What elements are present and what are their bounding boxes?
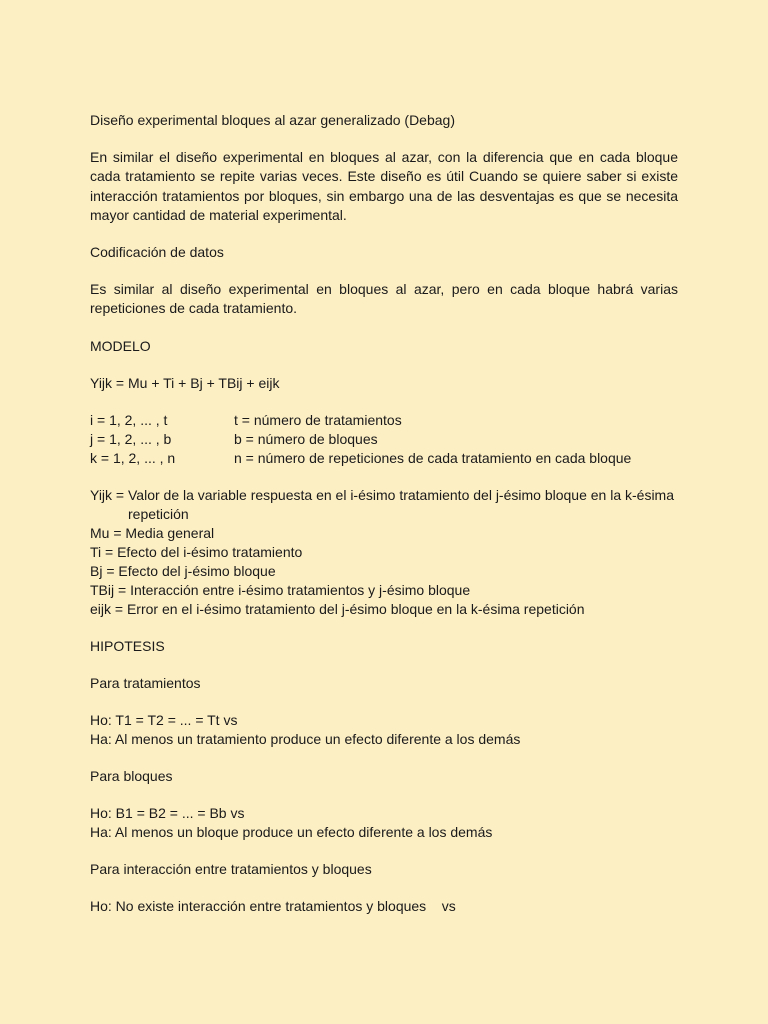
- definition-eijk: eijk = Error en el i-ésimo tratamiento del j-ésimo bloque en la k-ésima repetición: [90, 600, 585, 617]
- index-row: [90, 449, 678, 468]
- index-meaning: b = número de bloques: [234, 430, 378, 447]
- index-meaning: n = número de repeticiones de cada tratamiento en cada bloque: [234, 449, 632, 466]
- treatments-heading: Para tratamientos: [90, 674, 201, 691]
- blocks-alt-hypothesis: Ha: Al menos un bloque produce un efecto diferente a los demás: [90, 823, 493, 840]
- treatments-null-hypothesis: Ho: T1 = T2 = ... = Tt vs: [90, 711, 238, 728]
- intro-paragraph: En similar el diseño experimental en bloques al azar, con la diferencia que en cada bloque cada tratamiento se repite varias veces. Este diseño es útil Cuando se quiere saber si existe interacción tratamientos por bloques, sin embargo una de las desventajas es que se necesita mayor cantidad de material experimental.: [90, 149, 678, 223]
- index-list: [90, 411, 678, 468]
- interaction-null-hypothesis: Ho: No existe interacción entre tratamientos y bloques vs: [90, 897, 456, 914]
- definition-bj: Bj = Efecto del j-ésimo bloque: [90, 562, 276, 579]
- definition-ti: Ti = Efecto del i-ésimo tratamiento: [90, 543, 303, 560]
- model-equation: Yijk = Mu + Ti + Bj + TBij + eijk: [90, 374, 280, 391]
- index-row: [90, 411, 678, 430]
- index-meaning: t = número de tratamientos: [234, 411, 402, 428]
- index-row: [90, 430, 678, 449]
- definition-tbij: TBij = Interacción entre i-ésimo tratamientos y j-ésimo bloque: [90, 581, 471, 598]
- treatments-alt-hypothesis: Ha: Al menos un tratamiento produce un efecto diferente a los demás: [90, 730, 521, 747]
- definitions-list: [90, 486, 678, 619]
- coding-heading: Codificación de datos: [90, 244, 224, 261]
- index-range: k = 1, 2, ... , n: [90, 449, 176, 466]
- hypothesis-heading: HIPOTESIS: [90, 637, 165, 654]
- index-range: i = 1, 2, ... , t: [90, 411, 168, 428]
- model-heading: MODELO: [90, 337, 151, 354]
- coding-paragraph: Es similar al diseño experimental en bloques al azar, pero en cada bloque habrá varias repeticiones de cada tratamiento.: [90, 281, 678, 317]
- definition-mu: Mu = Media general: [90, 524, 215, 541]
- blocks-heading: Para bloques: [90, 767, 173, 784]
- blocks-null-hypothesis: Ho: B1 = B2 = ... = Bb vs: [90, 804, 245, 821]
- interaction-heading: Para interacción entre tratamientos y bloques: [90, 860, 372, 877]
- document-body: [90, 111, 678, 916]
- document-title: Diseño experimental bloques al azar generalizado (Debag): [90, 112, 455, 128]
- definition-yijk: Yijk = Valor de la variable respuesta en el i-ésimo tratamiento del j-ésimo bloque en la k-ésima repetición: [90, 486, 675, 522]
- index-range: j = 1, 2, ... , b: [90, 430, 172, 447]
